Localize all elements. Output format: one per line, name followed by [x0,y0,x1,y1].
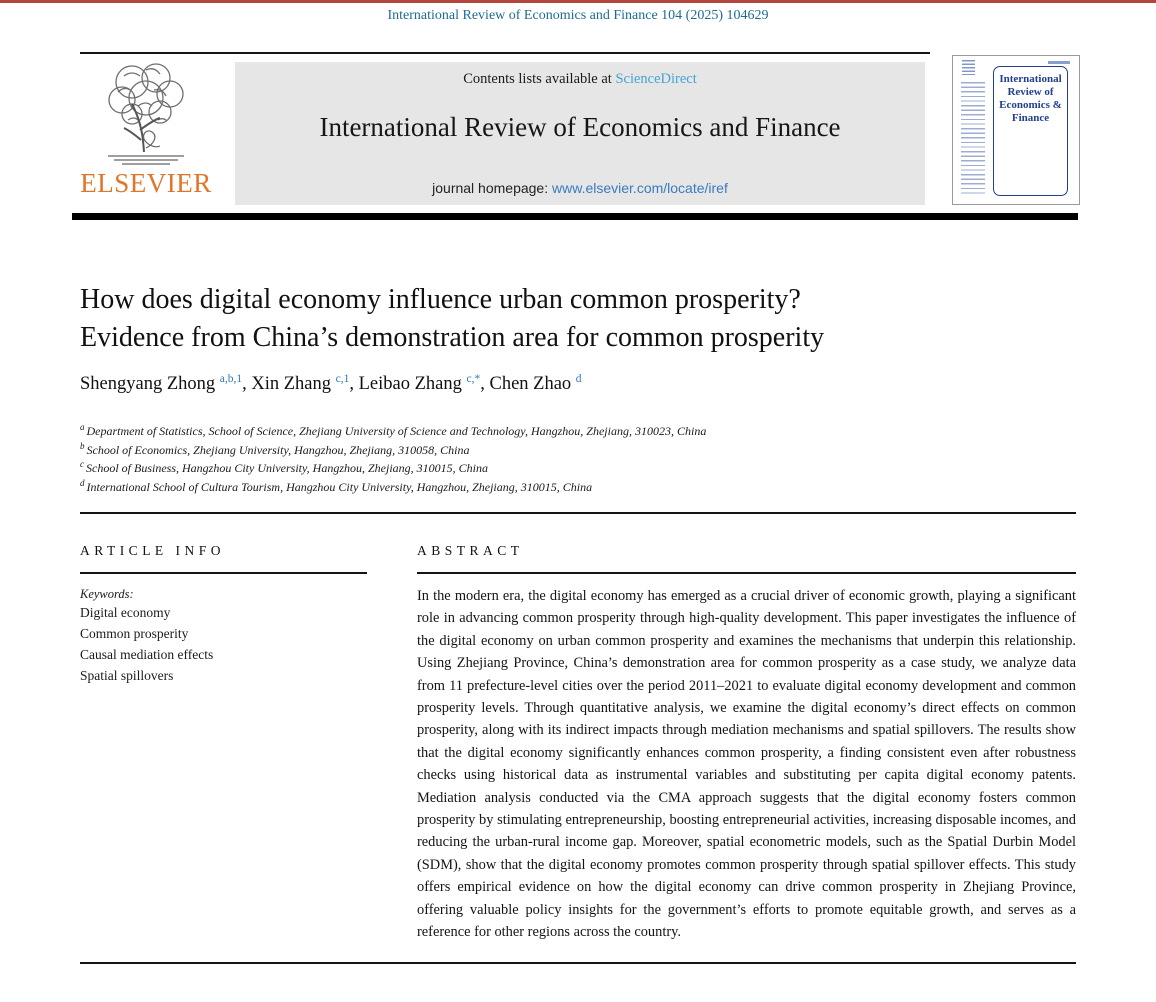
keyword-item: Spatial spillovers [80,668,174,683]
author-separator: , [480,374,490,394]
journal-banner [235,62,925,205]
column-gap [367,543,417,944]
article-info-column [80,543,367,944]
keyword-item: Digital economy [80,605,171,620]
abstract-column [417,543,1076,944]
header-top-rule [80,52,930,54]
affiliation-text: School of Business, Hangzhou City University, Hangzhou, Zhejiang, 310015, China [86,461,488,475]
journal-cover-thumbnail [952,55,1080,205]
author [489,374,581,394]
author-superscript[interactable]: d [575,372,582,385]
journal-citation: International Review of Economics and Finance 104 (2025) 104629 [387,8,769,23]
authors-line [80,374,1020,395]
author-superscript[interactable]: a,b,1 [219,372,243,385]
paper-title-line1: How does digital economy influence urban common prosperity? [80,284,801,315]
affiliation-letter: c [80,459,84,469]
cover-issn-text [1048,61,1070,64]
author [80,374,251,394]
author-superscript[interactable]: c,* [466,372,481,385]
header-bottom-bar [72,213,1078,220]
homepage-prefix: journal homepage: [432,180,553,196]
author-separator: , [349,374,359,394]
sciencedirect-link[interactable]: ScienceDirect [615,71,697,87]
keywords-label: Keywords: [80,587,134,601]
contents-prefix: Contents lists available at [463,71,616,87]
abstract-text: In the modern era, the digital economy has emerged as a crucial driver of economic growth, playing a significant role in advancing common prosperity through high-quality development. This paper investigates the influence of the digital economy on urban common prosperity and examines the mechanisms that underpin this relationship. Using Zhejiang Province, China’s demonstration area for common prosperity as a case study, we analyze data from 11 prefecture-level cities over the period 2011–2021 to evaluate digital economy development and common prosperity levels. Through quantitative analysis, we examine the digital economy’s direct effects on common prosperity, along with its indirect impacts through mediation mechanisms and spatial spillovers. The results show that the digital economy significantly enhances common prosperity, a finding consistent even after robustness checks using historical data as instrumental variables and substituting per capita digital economy patents. Mediation analysis conducted via the CMA approach suggests that the digital economy fosters common prosperity by stimulating entrepreneurship, boosting entrepreneurial activities, increasing disposable incomes, and reducing the urban-rural income gap. Moreover, spatial econometric models, such as the Spatial Durbin Model (SDM), show that the digital economy promotes common prosperity through spatial spillover effects. This study offers empirical evidence on how the digital economy can drive common prosperity in Zhejiang Province, offering valuable policy insights for the government’s efforts to promote equitable growth, and serves as a reference for other regions across the country. [417,588,1076,941]
affiliation-item [80,459,940,478]
affiliation-letter: d [80,477,85,488]
affiliation-letter: a [80,422,85,432]
article-info-rule [80,572,367,574]
author-name: Xin Zhang [251,374,332,394]
abstract-rule [417,572,1076,574]
homepage-line [235,180,925,196]
cover-editor-lines [961,82,985,194]
page-bottom-rule [80,962,1076,964]
author-name: Leibao Zhang [358,374,462,394]
elsevier-wordmark: ELSEVIER [80,168,212,198]
affiliation-item [80,441,940,460]
keyword-item: Causal mediation effects [80,647,214,662]
article-info-heading: ARTICLE INFO [80,543,226,558]
info-abstract-section [80,543,1076,944]
author-superscript[interactable]: c,1 [335,372,350,385]
author-separator: , [242,374,252,394]
affiliation-list [80,422,940,496]
top-red-rule [0,0,1156,3]
author [251,374,358,394]
keyword-item: Common prosperity [80,626,189,641]
author-name: Shengyang Zhong [80,374,216,394]
info-abstract-top-rule [80,512,1076,514]
affiliation-text: School of Economics, Zhejiang University, Hangzhou, Zhejiang, 310058, China [86,442,470,457]
contents-line [235,71,925,88]
elsevier-tree-icon [78,56,214,168]
affiliation-item [80,422,940,441]
author-name: Chen Zhao [489,374,572,394]
cover-title: International Review of Economics & Finance [999,73,1062,124]
banner-journal-title: International Review of Economics and Finance [319,112,841,142]
author [359,374,490,394]
cover-title-box [993,66,1068,196]
cover-emblem-icon [962,60,975,75]
affiliation-letter: b [80,440,85,451]
paper-title-line2: Evidence from China’s demonstration area for common prosperity [80,322,825,353]
affiliation-item [80,478,940,497]
affiliation-text: International School of Cultura Tourism, Hangzhou City University, Hangzhou, Zhejiang, 310015, China [86,479,593,494]
affiliation-text: Department of Statistics, School of Science, Zhejiang University of Science and Technology, Hangzhou, Zhejiang, 310023, China [86,424,707,438]
homepage-link[interactable]: www.elsevier.com/locate/iref [552,180,728,196]
paper-title [80,281,1020,357]
abstract-heading: ABSTRACT [417,543,524,558]
elsevier-logo [78,56,214,208]
